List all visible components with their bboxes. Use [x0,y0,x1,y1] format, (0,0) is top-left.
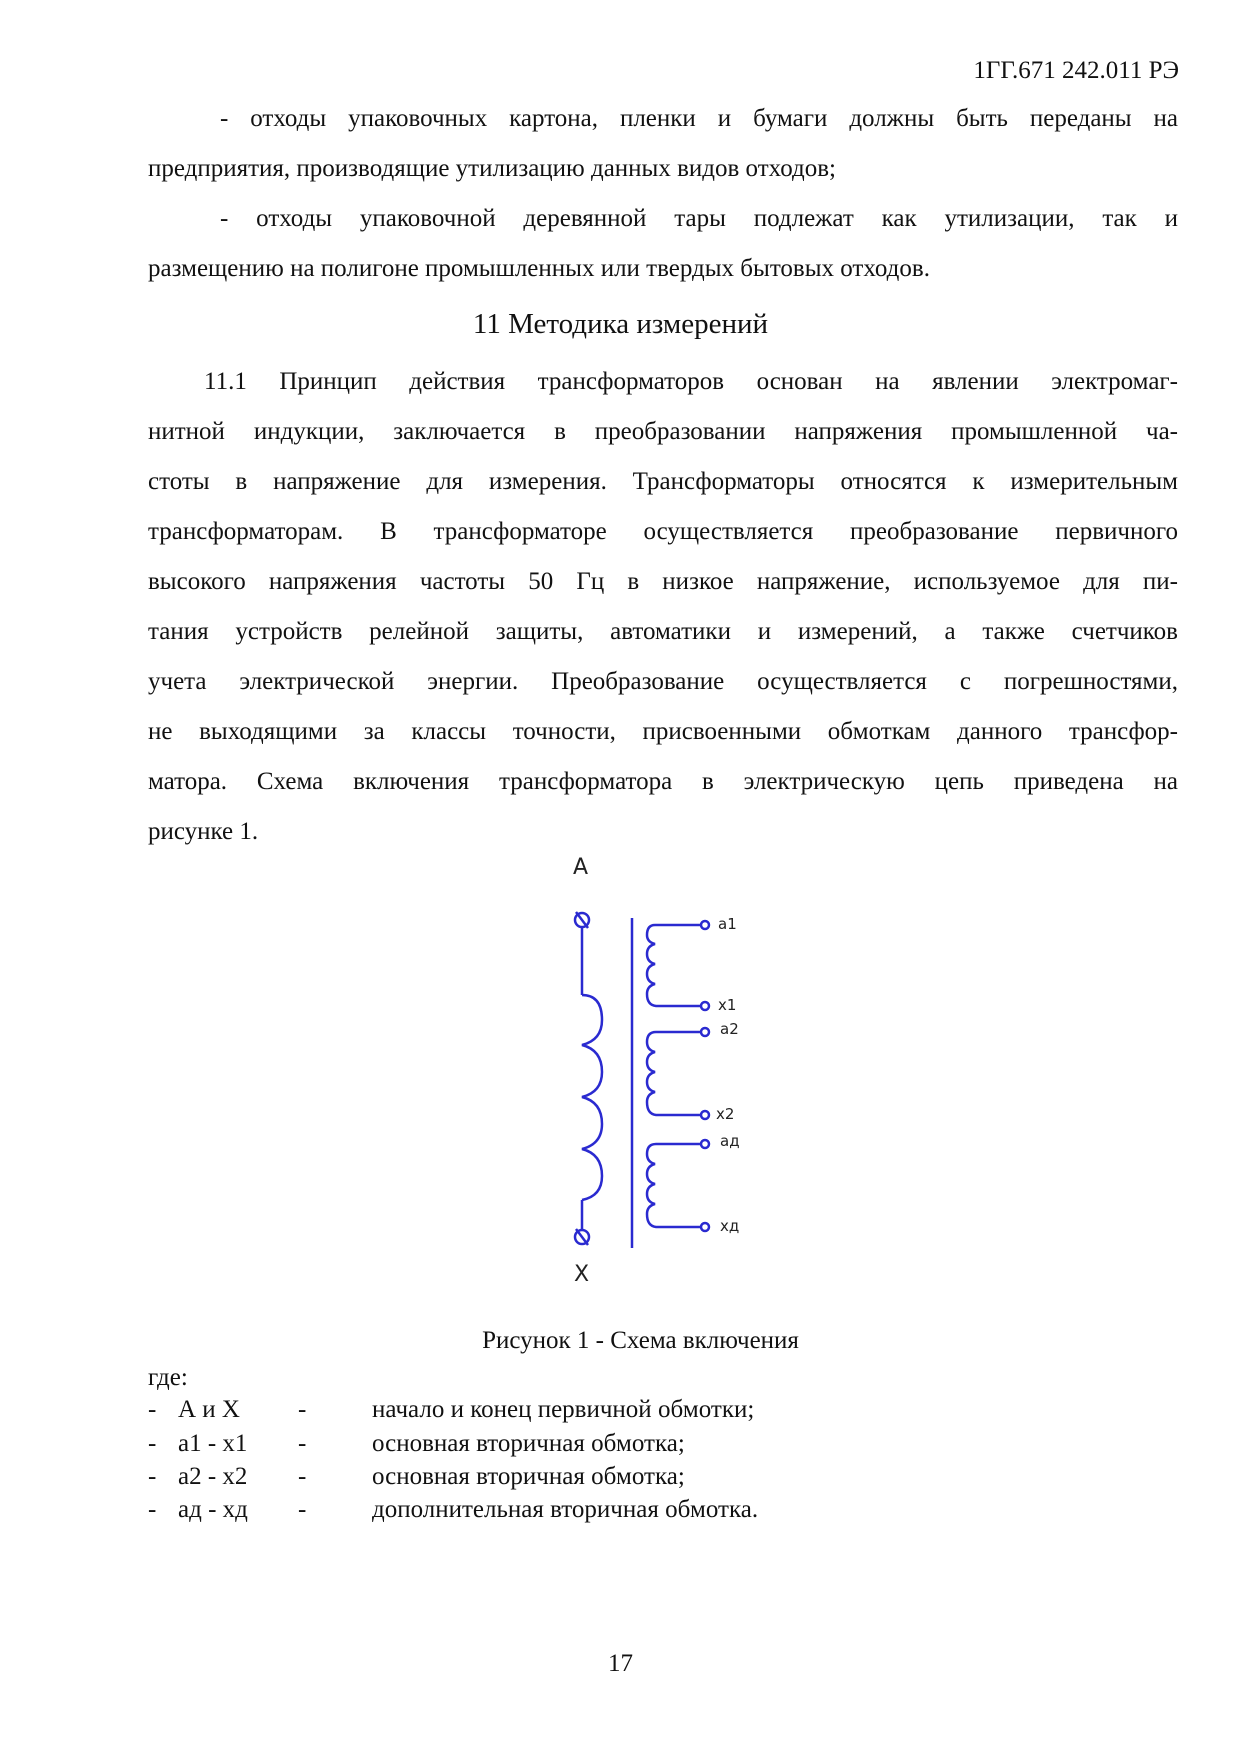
legend-description: основная вторичная обмотка; [372,1430,685,1457]
legend-description: начало и конец первичной обмотки; [372,1396,755,1423]
terminal-label-x2: x2 [716,1105,735,1123]
terminal-label-a1: a1 [718,915,737,933]
transformer-winding-icon [560,860,780,1300]
legend-description: основная вторичная обмотка; [372,1463,685,1490]
paragraph-line: не выходящими за классы точности, присвоенными обмоткам данного трансфор- [148,718,1178,745]
paragraph-line: рисунке 1. [148,818,259,845]
legend-bullet: - [148,1496,157,1523]
terminal-label-X: X [574,1262,590,1287]
paragraph-line: стоты в напряжение для измерения. Трансформаторы относятся к измерительным [148,468,1178,495]
terminal-label-ad: ад [720,1132,740,1150]
legend-separator: - [298,1396,307,1423]
paragraph-line: трансформаторам. В трансформаторе осуществляется преобразование первичного [148,518,1178,545]
legend-intro: где: [148,1364,188,1391]
legend-term: а2 - х2 [178,1463,248,1490]
terminal-label-a2: a2 [720,1020,739,1038]
section-heading: 11 Методика измерений [472,308,769,340]
paragraph-line: размещению на полигоне промышленных или твердых бытовых отходов. [148,255,930,282]
paragraph-line: тания устройств релейной защиты, автоматики и измерений, а также счетчиков [148,618,1178,645]
paragraph-line: высокого напряжения частоты 50 Гц в низкое напряжение, используемое для пи- [148,568,1178,595]
legend-bullet: - [148,1430,157,1457]
paragraph-line: учета электрической энергии. Преобразование осуществляется с погрешностями, [148,668,1178,695]
legend-term: ад - хд [178,1496,248,1523]
document-code: 1ГГ.671 242.011 РЭ [973,57,1179,84]
legend-bullet: - [148,1396,157,1423]
paragraph-line: предприятия, производящие утилизацию данных видов отходов; [148,155,836,182]
legend-bullet: - [148,1463,157,1490]
legend-separator: - [298,1463,307,1490]
paragraph-line: - отходы упаковочных картона, пленки и бумаги должны быть переданы на [220,105,1178,132]
legend-separator: - [298,1430,307,1457]
terminal-label-xd: хд [720,1217,740,1235]
figure-caption: Рисунок 1 - Схема включения [482,1327,799,1354]
page-number: 17 [608,1650,633,1677]
terminal-label-x1: x1 [718,996,737,1014]
paragraph-line: нитной индукции, заключается в преобразовании напряжения промышленной ча- [148,418,1178,445]
transformer-schematic [560,855,780,1300]
legend-term: А и Х [178,1396,240,1423]
legend-term: а1 - х1 [178,1430,248,1457]
terminal-label-A: A [573,855,589,880]
paragraph-line: - отходы упаковочной деревянной тары подлежат как утилизации, так и [220,205,1178,232]
legend-description: дополнительная вторичная обмотка. [372,1496,759,1523]
paragraph-line: 11.1 Принцип действия трансформаторов основан на явлении электромаг- [204,368,1178,395]
legend-separator: - [298,1496,307,1523]
paragraph-line: матора. Схема включения трансформатора в электрическую цепь приведена на [148,768,1178,795]
